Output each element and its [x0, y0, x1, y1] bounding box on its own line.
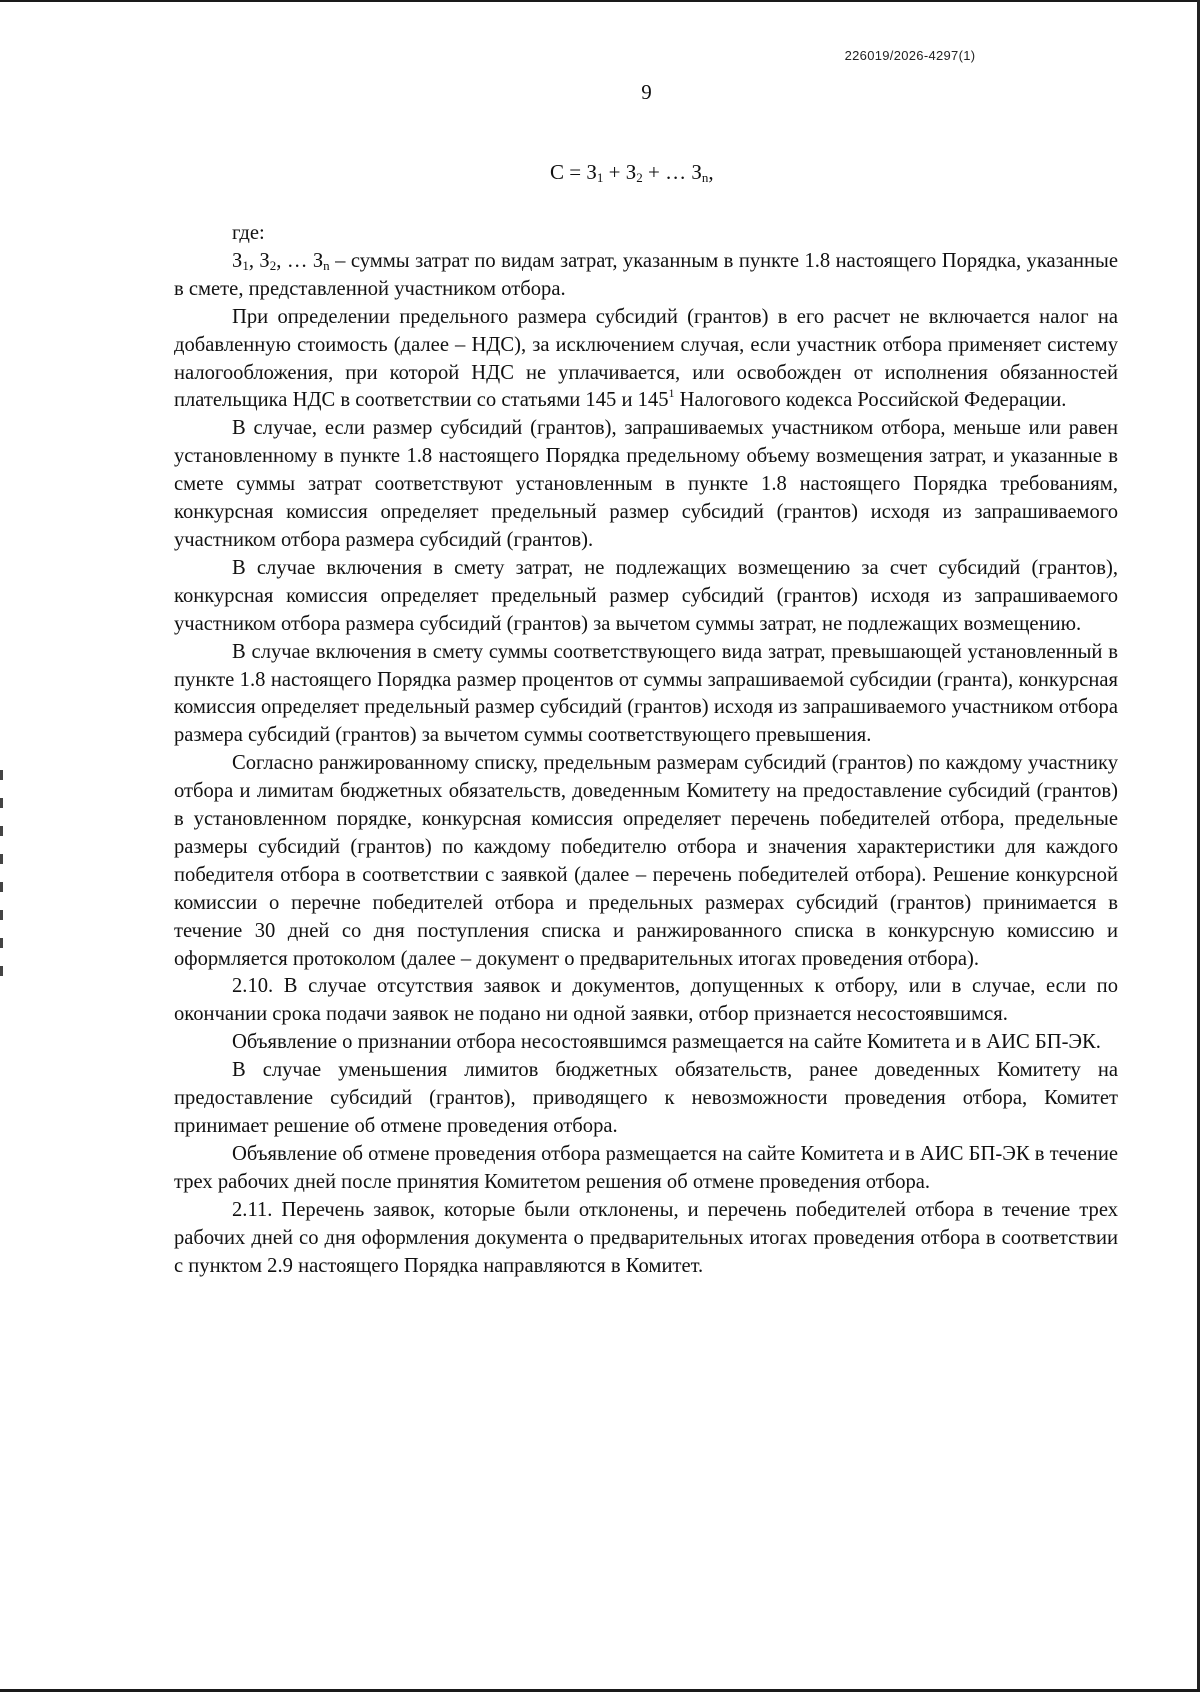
formula-sub-2: 2: [636, 170, 643, 185]
formula-sub-n: n: [701, 170, 709, 185]
p2-text: При определении предельного размера субсидий (грантов) в его расчет не включается налог на добавленную стоимость (далее – НДС), за исключением случая, если участник отбора применяет систему налогообложения, при которой НДС не уплачивается, или освобожден от исполнения обязанностей плательщика НДС в соответствии со статьями 145 и 145: [174, 305, 1118, 412]
document-id: 226019/2026-4297(1): [844, 48, 976, 63]
p2-text-end: Налогового кодекса Российской Федерации.: [674, 389, 1067, 412]
formula-end: ,: [708, 160, 714, 184]
where-label-text: где:: [232, 222, 265, 244]
paragraph-2-10: 2.10. В случае отсутствия заявок и документов, допущенных к отбору, или в случае, если по окончании срока подачи заявок не подано ни одной заявки, отбор признается несостоявшимся.: [174, 975, 1118, 1026]
document-body: [174, 220, 1118, 1280]
p1-sub-n: n: [323, 257, 330, 273]
paragraph-cost-sums: [174, 248, 1118, 304]
paragraph-announcement-failed: Объявление о признании отбора несостоявшимся размещается на сайте Комитета и в АИС БП-ЭК.: [232, 1031, 1101, 1054]
where-label: [174, 220, 1118, 248]
page-number: 9: [641, 80, 652, 104]
formula-plus: + З: [603, 160, 637, 184]
paragraph-2-11: 2.11. Перечень заявок, которые были отклонены, и перечень победителей отбора в течение трех рабочих дней со дня оформления документа о предварительных итогах проведения отбора в соответствии с пунктом 2.9 настоящего Порядка направляются в Комитет.: [174, 1198, 1118, 1277]
p1-sub-1: 1: [242, 257, 249, 273]
p1-symbol-1: З: [232, 249, 243, 272]
p1-symbol-2: , З: [248, 249, 270, 272]
formula-sub-1: 1: [596, 170, 604, 185]
paragraph-vat: [174, 304, 1118, 416]
paragraph-non-reimbursable: В случае включения в смету затрат, не подлежащих возмещению за счет субсидий (грантов), конкурсная комиссия определяет предельный размер субсидий (грантов) исходя из запрашиваемого участником отбора размера субсидий (грантов) за вычетом суммы затрат, не подлежащих возмещению.: [174, 556, 1118, 635]
paragraph-excess: В случае включения в смету суммы соответствующего вида затрат, превышающей установленный в пункте 1.8 настоящего Порядка размер процентов от суммы запрашиваемой субсидии (гранта), конкурсная комиссия определяет предельный размер субсидий (грантов) исходя из запрашиваемого участником отбора размера субсидий (грантов) за вычетом суммы соответствующего превышения.: [174, 640, 1118, 747]
formula-mid: + … З: [642, 160, 702, 184]
paragraph-requested-size: В случае, если размер субсидий (грантов), запрашиваемых участником отбора, меньше или равен установленному в пункте 1.8 настоящего Порядка предельному объему возмещения затрат, и указанные в смете суммы затрат соответствуют установленным в пункте 1.8 настоящего Порядка требованиям, конкурсная комиссия определяет предельный размер субсидий (грантов) исходя из запрашиваемого участником отбора размера субсидий (грантов).: [174, 417, 1118, 551]
paragraph-limit-reduction: В случае уменьшения лимитов бюджетных обязательств, ранее доведенных Комитету на предоставление субсидий (грантов), приводящего к невозможности проведения отбора, Комитет принимает решение об отмене проведения отбора.: [174, 1059, 1118, 1137]
scan-left-marks: [0, 770, 3, 990]
paragraph-announcement-cancel: Объявление об отмене проведения отбора размещается на сайте Комитета и в АИС БП-ЭК в течение трех рабочих дней после принятия Комитетом решения об отмене проведения отбора.: [174, 1142, 1118, 1193]
scan-top-border: [0, 0, 1200, 2]
formula: [550, 160, 714, 186]
paragraph-ranked-list: Согласно ранжированному списку, предельным размерам субсидий (грантов) по каждому участнику отбора и лимитам бюджетных обязательств, доведенным Комитету на предоставление субсидий (грантов) в установленном порядке, конкурсная комиссия определяет перечень победителей отбора, предельные размеры субсидий (грантов) по каждому победителю отбора и значения характеристики для каждого победителя отбора в соответствии с заявкой (далее – перечень победителей отбора). Решение конкурсной комиссии о перечне победителей отбора и предельных размерах субсидий (грантов) принимается в течение 30 дней со дня поступления списка и ранжированного списка в конкурсную комиссию и оформляется протоколом (далее – документ о предварительных итогах проведения отбора).: [174, 752, 1118, 970]
p1-text: – суммы затрат по видам затрат, указанным в пункте 1.8 настоящего Порядка, указанные в смете, представленной участником отбора.: [174, 249, 1118, 300]
formula-lhs: С = З: [550, 160, 597, 184]
p2-superscript: 1: [668, 386, 675, 401]
p1-sub-2: 2: [269, 257, 277, 273]
p1-symbol-n: , … З: [276, 249, 324, 272]
